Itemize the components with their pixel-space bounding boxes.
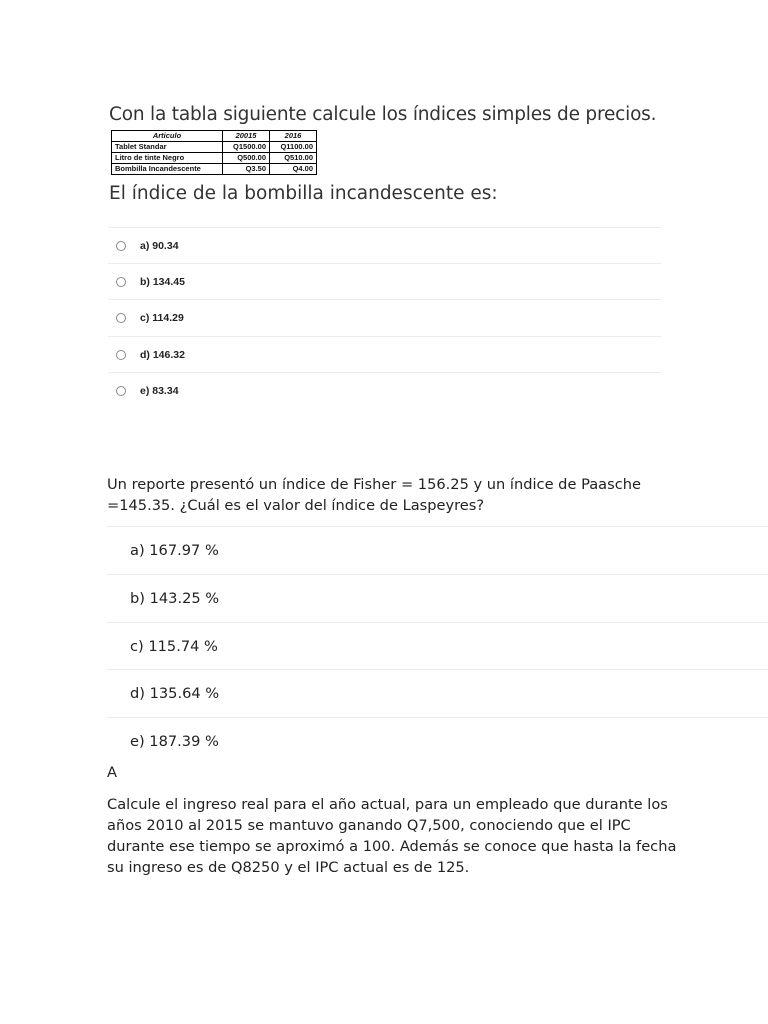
radio-icon[interactable]: [116, 350, 126, 360]
table-row: [112, 153, 317, 164]
q1-option-c[interactable]: [108, 299, 661, 336]
radio-icon[interactable]: [116, 277, 126, 287]
option-label: b) 134.45: [140, 276, 185, 288]
table-header-article: Articulo: [112, 131, 223, 142]
option-label: a) 90.34: [140, 240, 179, 252]
answer-text: A: [107, 764, 117, 781]
q1-option-d[interactable]: [108, 336, 661, 373]
q1-option-a[interactable]: [108, 227, 661, 264]
option-label: e) 187.39 %: [130, 733, 219, 750]
q1-option-e[interactable]: [108, 372, 661, 409]
table-header-year1: 20015: [223, 131, 270, 142]
table-cell: Q3.50: [223, 164, 270, 175]
question1-prompt: El índice de la bombilla incandescente es:: [109, 183, 498, 204]
question2-text: Un reporte presentó un índice de Fisher = 156.25 y un índice de Paasche =145.35. ¿Cuál es el valor del índice de Laspeyres?: [107, 476, 641, 514]
table-header-year2: 2016: [270, 131, 317, 142]
q2-option-e[interactable]: [107, 717, 768, 765]
option-label: d) 146.32: [140, 349, 185, 361]
q2-option-b[interactable]: [107, 574, 768, 622]
table-row: [112, 164, 317, 175]
option-label: d) 135.64 %: [130, 685, 220, 702]
table-cell: Q510.00: [270, 153, 317, 164]
radio-icon[interactable]: [116, 313, 126, 323]
table-cell: Q500.00: [223, 153, 270, 164]
table-cell: Tablet Standar: [112, 142, 223, 153]
option-label: b) 143.25 %: [130, 590, 220, 607]
table-row: [112, 142, 317, 153]
question1-title: Con la tabla siguiente calcule los índices simples de precios.: [109, 104, 657, 125]
q2-option-a[interactable]: [107, 526, 768, 574]
table-cell: Litro de tinte Negro: [112, 153, 223, 164]
table-header-row: [112, 131, 317, 142]
option-label: c) 114.29: [140, 312, 184, 324]
table-cell: Q1100.00: [270, 142, 317, 153]
option-label: e) 83.34: [140, 385, 179, 397]
price-table: [111, 130, 317, 175]
option-label: a) 167.97 %: [130, 542, 219, 559]
table-cell: Q4.00: [270, 164, 317, 175]
table-cell: Bombilla Incandescente: [112, 164, 223, 175]
table-cell: Q1500.00: [223, 142, 270, 153]
question3-text: Calcule el ingreso real para el año actual, para un empleado que durante los años 2010 al 2015 se mantuvo ganando Q7,500, conociendo que el IPC durante ese tiempo se aproximó a 100. Además se conoce que hasta la fecha su ingreso es de Q8250 y el IPC actual es de 125.: [107, 796, 677, 876]
option-label: c) 115.74 %: [130, 638, 218, 655]
radio-icon[interactable]: [116, 386, 126, 396]
q1-option-b[interactable]: [108, 263, 661, 300]
radio-icon[interactable]: [116, 241, 126, 251]
q2-option-d[interactable]: [107, 669, 768, 717]
q2-option-c[interactable]: [107, 622, 768, 670]
